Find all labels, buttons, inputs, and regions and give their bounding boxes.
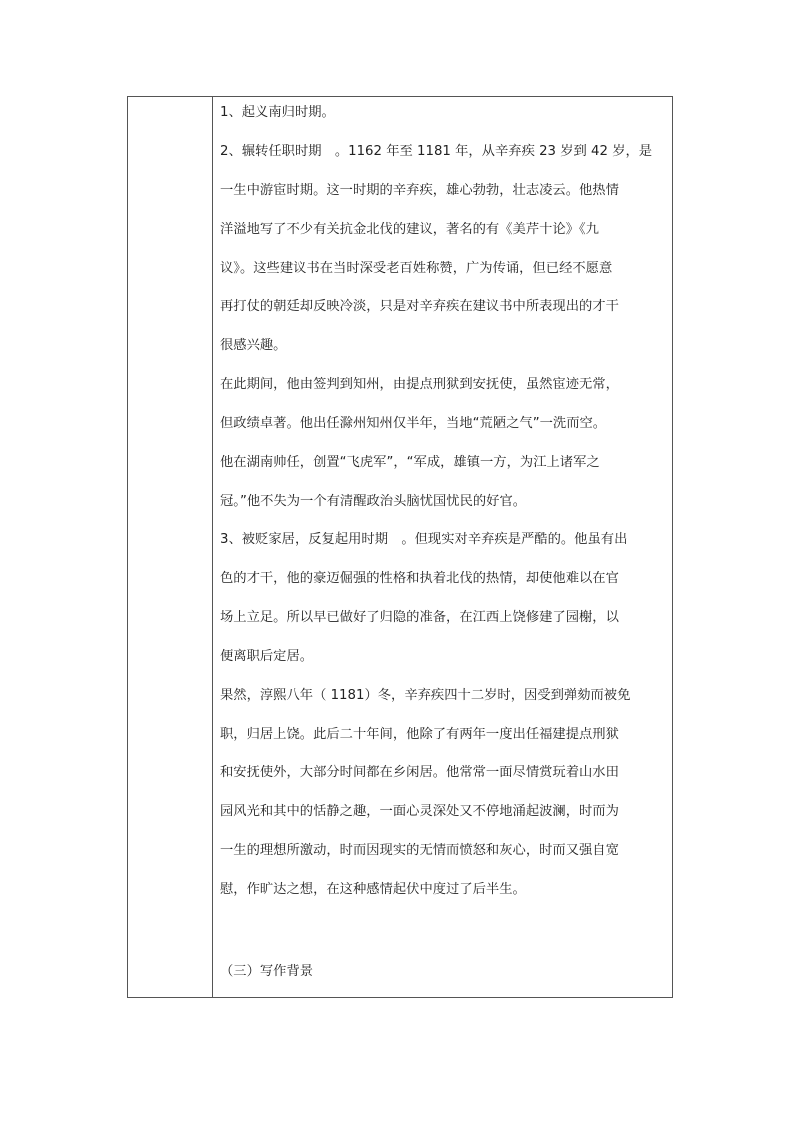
- paragraph-line: 便离职后定居。: [220, 649, 314, 664]
- paragraph-line: 2、辗转任职时期 。1162 年至 1181 年，从辛弃疾 23 岁到 42 岁，是: [220, 144, 653, 159]
- paragraph-line: 议》。这些建议书在当时深受老百姓称赞，广为传诵，但已经不愿意: [220, 261, 613, 276]
- content-table: [127, 96, 673, 998]
- paragraph-line: 一生的理想所激动，时而因现实的无情而愤怒和灰心，时而又强自宽: [220, 843, 619, 858]
- paragraph-line: 冠。”他不失为一个有清醒政治头脑忧国忧民的好官。: [220, 494, 527, 509]
- paragraph-line: 3、被贬家居，反复起用时期 。但现实对辛弃疾是严酷的。他虽有出: [220, 532, 628, 547]
- paragraph-line: 一生中游宦时期。这一时期的辛弃疾，雄心勃勃，壮志凌云。他热情: [220, 183, 619, 198]
- section-heading: （三）写作背景: [220, 964, 314, 979]
- table-right-column: [213, 97, 672, 997]
- paragraph-line: 他在湖南帅任，创置“飞虎军”，“军成，雄镇一方，为江上诸军之: [220, 455, 600, 470]
- paragraph-line: 但政绩卓著。他出任滁州知州仅半年，当地“荒陋之气”一洗而空。: [220, 416, 607, 431]
- paragraph-line: 场上立足。所以早已做好了归隐的准备，在江西上饶修建了园榭，以: [220, 610, 619, 625]
- paragraph-line: 在此期间，他由签判到知州，由提点刑狱到安抚使，虽然宦迹无常，: [220, 377, 619, 392]
- paragraph-line: 色的才干，他的豪迈倔强的性格和执着北伐的热情，却使他难以在官: [220, 571, 619, 586]
- paragraph-line: 再打仗的朝廷却反映冷淡，只是对辛弃疾在建议书中所表现出的才干: [220, 299, 619, 314]
- paragraph-line: 园风光和其中的恬静之趣，一面心灵深处又不停地涌起波澜，时而为: [220, 804, 619, 819]
- paragraph-line: 和安抚使外，大部分时间都在乡闲居。他常常一面尽情赏玩着山水田: [220, 765, 619, 780]
- table-left-column: [128, 97, 213, 997]
- paragraph-line: 慰，作旷达之想，在这种感情起伏中度过了后半生。: [220, 882, 526, 897]
- paragraph-line: 1、起义南归时期。: [220, 105, 335, 120]
- paragraph-line: 职，归居上饶。此后二十年间，他除了有两年一度出任福建提点刑狱: [220, 727, 619, 742]
- paragraph-line: 洋溢地写了不少有关抗金北伐的建议，著名的有《美芹十论》《九: [220, 222, 599, 237]
- paragraph-line: 果然，淳熙八年（ 1181）冬，辛弃疾四十二岁时，因受到弹劾而被免: [220, 688, 631, 703]
- paragraph-line: 很感兴趣。: [220, 338, 287, 353]
